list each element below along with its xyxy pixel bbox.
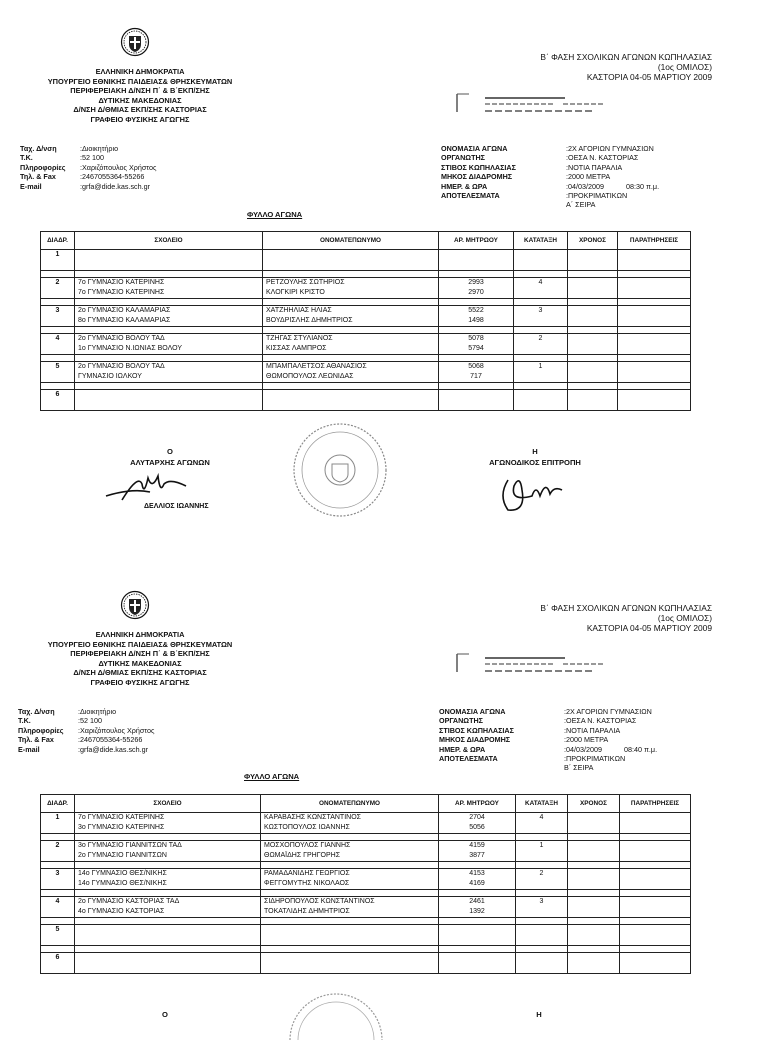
col-time: ΧΡΟΝΟΣ [568,232,618,250]
registry-cell: 4153 [439,869,516,880]
table-row [41,278,691,289]
email-label: E-mail [18,744,40,754]
time-cell [568,841,620,852]
official-seal [286,982,386,1042]
registry-cell: 2704 [439,813,516,824]
lane-number: 5 [41,362,75,373]
table-row [41,334,691,345]
starter-article: Ο [167,447,173,456]
col-lane: ΔΙΑΔΡ. [41,232,75,250]
athlete-cell [261,925,439,936]
org-line: ΔΥΤΙΚΗΣ ΜΑΚΕΔΟΝΙΑΣ [98,95,182,105]
email-label: E-mail [20,181,42,191]
event-line: ΚΑΣΤΟΡΙΑ 04-05 ΜΑΡΤΙΟΥ 2009 [586,72,712,82]
table-row [41,400,691,411]
registry-cell: 2970 [439,288,514,299]
school-cell [75,250,263,261]
sheet-title: ΦΥΛΛΟ ΑΓΩΝΑ [247,210,303,219]
org-line: Δ/ΝΣΗ Δ/ΘΜΙΑΣ ΕΚΠ/ΣΗΣ ΚΑΣΤΟΡΙΑΣ [73,105,207,115]
rank-cell: 1 [516,841,568,852]
datetime-label: ΗΜΕΡ. & ΩΡΑ [439,744,486,754]
postcode-value: :52 100 [78,716,102,726]
organizer-value: :ΟΕΣΑ Ν. ΚΑΣΤΟΡΙΑΣ [566,153,639,163]
starter-signature [102,470,192,506]
organizer-label: ΟΡΓΑΝΩΤΗΣ [441,153,485,163]
results-value: :ΠΡΟΚΡΙΜΑΤΙΚΩΝ [564,754,626,764]
school-cell: 7ο ΓΥΜΝΑΣΙΟ ΚΑΤΕΡΙΝΗΣ [75,278,263,289]
venue-label: ΣΤΙΒΟΣ ΚΩΠΗΛΑΣΙΑΣ [441,162,516,172]
date-value: :04/03/2009 [566,181,604,191]
lane-number: 4 [41,334,75,345]
time-value: 08:40 π.μ. [623,744,658,754]
phone-label: Τηλ. & Fax [18,735,54,745]
col-lane: ΔΙΑΔΡ. [41,795,75,813]
rank-cell: 2 [514,334,568,345]
remarks-cell [620,869,691,880]
athlete-cell [263,400,439,411]
registry-cell [439,953,516,964]
greek-emblem-icon [120,27,150,57]
org-line: Δ/ΝΣΗ Δ/ΘΜΙΑΣ ΕΚΠ/ΣΗΣ ΚΑΣΤΟΡΙΑΣ [73,668,207,678]
event-header [412,603,712,633]
registry-cell: 5068 [439,362,514,373]
registry-cell: 717 [439,372,514,383]
time-cell [568,953,620,964]
rank-cell: 4 [516,813,568,824]
school-cell [75,935,261,946]
col-remarks: ΠΑΡΑΤΗΡΗΣΕΙΣ [618,232,691,250]
athlete-cell: ΦΕΓΓΟΜΥΤΗΣ ΝΙΚΟΛΑΟΣ [261,879,439,890]
time-cell [568,925,620,936]
lane-number: 1 [41,250,75,261]
registry-cell: 5078 [439,334,514,345]
table-row [41,362,691,373]
org-line: ΕΛΛΗΝΙΚΗ ΔΗΜΟΚΡΑΤΙΑ [95,630,185,639]
series-value: Α΄ ΣΕΙΡΑ [566,200,596,210]
school-cell [75,925,261,936]
table-row [41,306,691,317]
registry-cell [439,935,516,946]
rank-cell: 3 [516,897,568,908]
distance-value: :2000 ΜΕΤΡΑ [564,735,609,745]
athlete-cell [261,963,439,974]
col-rank: ΚΑΤΑΤΑΞΗ [516,795,568,813]
email-value: :grfa@dide.kas.sch.gr [80,181,151,191]
registry-cell: 5522 [439,306,514,317]
table-header [41,795,691,813]
table-row [41,813,691,824]
results-value: :ΠΡΟΚΡΙΜΑΤΙΚΩΝ [566,191,628,201]
email-value: :grfa@dide.kas.sch.gr [78,744,149,754]
phone-value: :2467055364-55266 [78,735,143,745]
postcode-value: :52 100 [80,153,104,163]
remarks-cell [618,278,691,289]
series-value: Β΄ ΣΕΙΡΑ [564,763,594,773]
athlete-cell: ΤΖΗΓΑΣ ΣΤΥΛΙΑΝΟΣ [263,334,439,345]
distance-label: ΜΗΚΟΣ ΔΙΑΔΡΟΜΗΣ [441,172,513,182]
athlete-cell [261,953,439,964]
starter-name: ΔΕΛΛΙΟΣ ΙΩΑΝΝΗΣ [144,503,209,510]
protocol-stamp [455,90,615,116]
registry-cell: 1498 [439,316,514,327]
rank-cell [516,953,568,964]
time-cell [568,306,618,317]
time-cell [568,897,620,908]
results-table [40,794,691,974]
lane-number: 2 [41,841,75,852]
info-value: :Χαριζόπουλος Χρήστος [80,162,157,172]
greek-emblem-icon [120,590,150,620]
org-line: ΥΠΟΥΡΓΕΙΟ ΕΘΝΙΚΗΣ ΠΑΙΔΕΙΑΣ& ΘΡΗΣΚΕΥΜΑΤΩΝ [47,76,233,86]
school-cell: 2ο ΓΥΜΝΑΣΙΟ ΚΑΣΤΟΡΙΑΣ ΤΑΔ [75,897,261,908]
rank-cell: 1 [514,362,568,373]
col-school: ΣΧΟΛΕΙΟ [75,232,263,250]
registry-cell [439,260,514,271]
lane-number: 1 [41,813,75,824]
lane-number: 4 [41,897,75,908]
athlete-cell [263,390,439,401]
col-registry: ΑΡ. ΜΗΤΡΩΟΥ [439,232,514,250]
committee-label [470,446,600,468]
results-label: ΑΠΟΤΕΛΕΣΜΑΤΑ [439,754,498,764]
lane-number: 6 [41,390,75,401]
athlete-cell [263,260,439,271]
table-row [41,851,691,862]
remarks-cell [618,250,691,261]
registry-cell: 5056 [439,823,516,834]
table-row [41,372,691,383]
table-row [41,823,691,834]
athlete-cell: ΒΟΥΔΡΙΣΛΗΣ ΔΗΜΗΤΡΙΟΣ [263,316,439,327]
col-school: ΣΧΟΛΕΙΟ [75,795,261,813]
results-label: ΑΠΟΤΕΛΕΣΜΑΤΑ [441,191,500,201]
col-time: ΧΡΟΝΟΣ [568,795,620,813]
athlete-cell: ΣΙΔΗΡΟΠΟΥΛΟΣ ΚΩΝΣΤΑΝΤΙΝΟΣ [261,897,439,908]
registry-cell: 1392 [439,907,516,918]
registry-cell: 2461 [439,897,516,908]
athlete-cell: ΘΩΜΟΠΟΥΛΟΣ ΛΕΩΝΙΔΑΣ [263,372,439,383]
event-line: (1ος ΟΜΙΛΟΣ) [657,613,712,623]
org-line: ΠΕΡΙΦΕΡΕΙΑΚΗ Δ/ΝΣΗ Π΄ & Β΄ΕΚΠ/ΣΗΣ [70,86,210,96]
info-label: Πληροφορίες [20,162,66,172]
school-cell [75,390,263,401]
registry-cell [439,400,514,411]
table-row [41,925,691,936]
athlete-cell: ΘΩΜΑΪΔΗΣ ΓΡΗΓΟΡΗΣ [261,851,439,862]
remarks-cell [620,897,691,908]
rank-cell: 4 [514,278,568,289]
athlete-cell: ΡΕΤΖΟΥΛΗΣ ΣΩΤΗΡΙΟΣ [263,278,439,289]
registry-cell [439,250,514,261]
registry-cell: 5794 [439,344,514,355]
official-seal [290,420,390,520]
org-header [20,630,260,688]
table-row [41,390,691,401]
school-cell [75,953,261,964]
table-row [41,963,691,974]
remarks-cell [618,390,691,401]
registry-cell [439,390,514,401]
rank-cell: 2 [516,869,568,880]
lane-number: 5 [41,925,75,936]
athlete-cell [261,935,439,946]
table-header [41,232,691,250]
school-cell [75,963,261,974]
venue-value: :ΝΟΤΙΑ ΠΑΡΑΛΙΑ [564,725,621,735]
remarks-cell [620,813,691,824]
org-line: ΥΠΟΥΡΓΕΙΟ ΕΘΝΙΚΗΣ ΠΑΙΔΕΙΑΣ& ΘΡΗΣΚΕΥΜΑΤΩΝ [47,639,233,649]
school-cell: 1ο ΓΥΜΝΑΣΙΟ Ν.ΙΩΝΙΑΣ ΒΟΛΟΥ [75,344,263,355]
protocol-stamp [455,650,615,676]
registry-cell: 4159 [439,841,516,852]
school-cell: 3ο ΓΥΜΝΑΣΙΟ ΓΙΑΝΝΙΤΣΩΝ ΤΑΔ [75,841,261,852]
remarks-cell [620,841,691,852]
time-cell [568,813,620,824]
lane-number: 3 [41,869,75,880]
col-remarks: ΠΑΡΑΤΗΡΗΣΕΙΣ [620,795,691,813]
race-sheet-1 [0,0,768,510]
table-row [41,316,691,327]
results-table [40,231,691,411]
rank-cell [516,925,568,936]
venue-label: ΣΤΙΒΟΣ ΚΩΠΗΛΑΣΙΑΣ [439,725,514,735]
contact-info [20,144,156,191]
contact-info [18,707,154,754]
school-cell: 3ο ΓΥΜΝΑΣΙΟ ΚΑΤΕΡΙΝΗΣ [75,823,261,834]
org-line: ΠΕΡΙΦΕΡΕΙΑΚΗ Δ/ΝΣΗ Π΄ & Β΄ΕΚΠ/ΣΗΣ [70,649,210,659]
athlete-cell: ΜΟΣΧΟΠΟΥΛΟΣ ΓΙΑΝΝΗΣ [261,841,439,852]
school-cell [75,260,263,271]
time-cell [568,362,618,373]
athlete-cell: ΚΑΡΑΒΑΣΗΣ ΚΩΝΣΤΑΝΤΙΝΟΣ [261,813,439,824]
rank-cell: 3 [514,306,568,317]
committee-signature [492,466,582,516]
athlete-cell: ΚΛΟΓΚΙΡΙ ΚΡΙΣΤΟ [263,288,439,299]
school-cell: 7ο ΓΥΜΝΑΣΙΟ ΚΑΤΕΡΙΝΗΣ [75,288,263,299]
lane-number: 6 [41,953,75,964]
time-cell [568,250,618,261]
org-line: ΓΡΑΦΕΙΟ ΦΥΣΙΚΗΣ ΑΓΩΓΗΣ [90,677,190,687]
table-row [41,841,691,852]
time-cell [568,334,618,345]
table-row [41,260,691,271]
remarks-cell [618,362,691,373]
event-line: Β΄ ΦΑΣΗ ΣΧΟΛΙΚΩΝ ΑΓΩΝΩΝ ΚΩΠΗΛΑΣΙΑΣ [540,603,712,613]
table-row [41,907,691,918]
event-line: ΚΑΣΤΟΡΙΑ 04-05 ΜΑΡΤΙΟΥ 2009 [586,623,712,633]
school-cell: 14ο ΓΥΜΝΑΣΙΟ ΘΕΣ/ΝΙΚΗΣ [75,869,261,880]
postcode-label: Τ.Κ. [20,153,33,163]
event-line: Β΄ ΦΑΣΗ ΣΧΟΛΙΚΩΝ ΑΓΩΝΩΝ ΚΩΠΗΛΑΣΙΑΣ [540,52,712,62]
col-name: ΟΝΟΜΑΤΕΠΩΝΥΜΟ [263,232,439,250]
race-name-label: ΟΝΟΜΑΣΙΑ ΑΓΩΝΑ [439,707,506,716]
time-value: 08:30 π.μ. [625,181,660,191]
lane-number: 2 [41,278,75,289]
remarks-cell [620,953,691,964]
school-cell: 2ο ΓΥΜΝΑΣΙΟ ΓΙΑΝΝΙΤΣΩΝ [75,851,261,862]
org-header [20,67,260,125]
school-cell: 4ο ΓΥΜΝΑΣΙΟ ΚΑΣΤΟΡΙΑΣ [75,907,261,918]
registry-cell [439,963,516,974]
lane-number: 3 [41,306,75,317]
table-row [41,250,691,261]
date-value: :04/03/2009 [564,744,602,754]
rank-cell [514,390,568,401]
athlete-cell: ΚΙΣΣΑΣ ΛΑΜΠΡΟΣ [263,344,439,355]
table-row [41,953,691,964]
athlete-cell: ΡΑΜΑΔΑΝΙΔΗΣ ΓΕΩΡΓΙΟΣ [261,869,439,880]
rank-cell [514,250,568,261]
org-line: ΕΛΛΗΝΙΚΗ ΔΗΜΟΚΡΑΤΙΑ [95,67,185,76]
athlete-cell [263,250,439,261]
committee-article: Η [536,1010,542,1019]
race-name-value: :2Χ ΑΓΟΡΙΩΝ ΓΥΜΝΑΣΙΩΝ [564,707,652,716]
phone-label: Τηλ. & Fax [20,172,56,182]
postcode-label: Τ.Κ. [18,716,31,726]
table-row [41,869,691,880]
event-header [412,52,712,82]
address-label: Ταχ. Δ/νση [20,144,57,153]
athlete-cell: ΧΑΤΖΗΗΛΙΑΣ ΗΛΙΑΣ [263,306,439,317]
organizer-value: :ΟΕΣΑ Ν. ΚΑΣΤΟΡΙΑΣ [564,716,637,726]
registry-cell: 3877 [439,851,516,862]
col-rank: ΚΑΤΑΤΑΞΗ [514,232,568,250]
registry-cell: 2993 [439,278,514,289]
distance-label: ΜΗΚΟΣ ΔΙΑΔΡΟΜΗΣ [439,735,511,745]
athlete-cell: ΜΠΑΜΠΑΛΕΤΣΟΣ ΑΘΑΝΑΣΙΟΣ [263,362,439,373]
address-label: Ταχ. Δ/νση [18,707,55,716]
phone-value: :2467055364-55266 [80,172,145,182]
school-cell: 14ο ΓΥΜΝΑΣΙΟ ΘΕΣ/ΝΙΚΗΣ [75,879,261,890]
race-name-label: ΟΝΟΜΑΣΙΑ ΑΓΩΝΑ [441,144,508,153]
committee-article: Η [532,447,538,456]
athlete-cell: ΚΩΣΤΟΠΟΥΛΟΣ ΙΩΑΝΝΗΣ [261,823,439,834]
col-registry: ΑΡ. ΜΗΤΡΩΟΥ [439,795,516,813]
school-cell: ΓΥΜΝΑΣΙΟ ΙΩΛΚΟΥ [75,372,263,383]
school-cell: 7ο ΓΥΜΝΑΣΙΟ ΚΑΤΕΡΙΝΗΣ [75,813,261,824]
sheet-title: ΦΥΛΛΟ ΑΓΩΝΑ [244,772,300,781]
organizer-label: ΟΡΓΑΝΩΤΗΣ [439,716,483,726]
race-name-value: :2Χ ΑΓΟΡΙΩΝ ΓΥΜΝΑΣΙΩΝ [566,144,654,153]
registry-cell [439,925,516,936]
race-info [439,707,657,773]
starter-title: ΑΛΥΤΑΡΧΗΣ ΑΓΩΝΩΝ [130,458,210,467]
school-cell: 2ο ΓΥΜΝΑΣΙΟ ΚΑΛΑΜΑΡΙΑΣ [75,306,263,317]
distance-value: :2000 ΜΕΤΡΑ [566,172,611,182]
registry-cell: 4169 [439,879,516,890]
school-cell: 2ο ΓΥΜΝΑΣΙΟ ΒΟΛΟΥ ΤΑΔ [75,362,263,373]
col-name: ΟΝΟΜΑΤΕΠΩΝΥΜΟ [261,795,439,813]
committee-title: ΑΓΩΝΟΔΙΚΟΣ ΕΠΙΤΡΟΠΗ [489,458,581,467]
school-cell: 2ο ΓΥΜΝΑΣΙΟ ΒΟΛΟΥ ΤΑΔ [75,334,263,345]
race-info [441,144,659,210]
remarks-cell [618,306,691,317]
remarks-cell [620,925,691,936]
info-label: Πληροφορίες [18,725,64,735]
address-value: :Διοικητήριο [80,144,119,153]
school-cell [75,400,263,411]
venue-value: :ΝΟΤΙΑ ΠΑΡΑΛΙΑ [566,162,623,172]
org-line: ΔΥΤΙΚΗΣ ΜΑΚΕΔΟΝΙΑΣ [98,658,182,668]
info-value: :Χαριζόπουλος Χρήστος [78,725,155,735]
starter-label [110,446,230,468]
time-cell [568,869,620,880]
event-line: (1ος ΟΜΙΛΟΣ) [657,62,712,72]
table-row [41,344,691,355]
starter-article: Ο [162,1010,168,1019]
table-row [41,288,691,299]
datetime-label: ΗΜΕΡ. & ΩΡΑ [441,181,488,191]
remarks-cell [618,334,691,345]
table-row [41,879,691,890]
table-row [41,935,691,946]
table-row [41,897,691,908]
time-cell [568,390,618,401]
race-sheet-2 [0,560,768,1060]
address-value: :Διοικητήριο [78,707,117,716]
athlete-cell: ΤΟΚΑΤΛΙΔΗΣ ΔΗΜΗΤΡΙΟΣ [261,907,439,918]
org-line: ΓΡΑΦΕΙΟ ΦΥΣΙΚΗΣ ΑΓΩΓΗΣ [90,114,190,124]
time-cell [568,278,618,289]
school-cell: 8ο ΓΥΜΝΑΣΙΟ ΚΑΛΑΜΑΡΙΑΣ [75,316,263,327]
